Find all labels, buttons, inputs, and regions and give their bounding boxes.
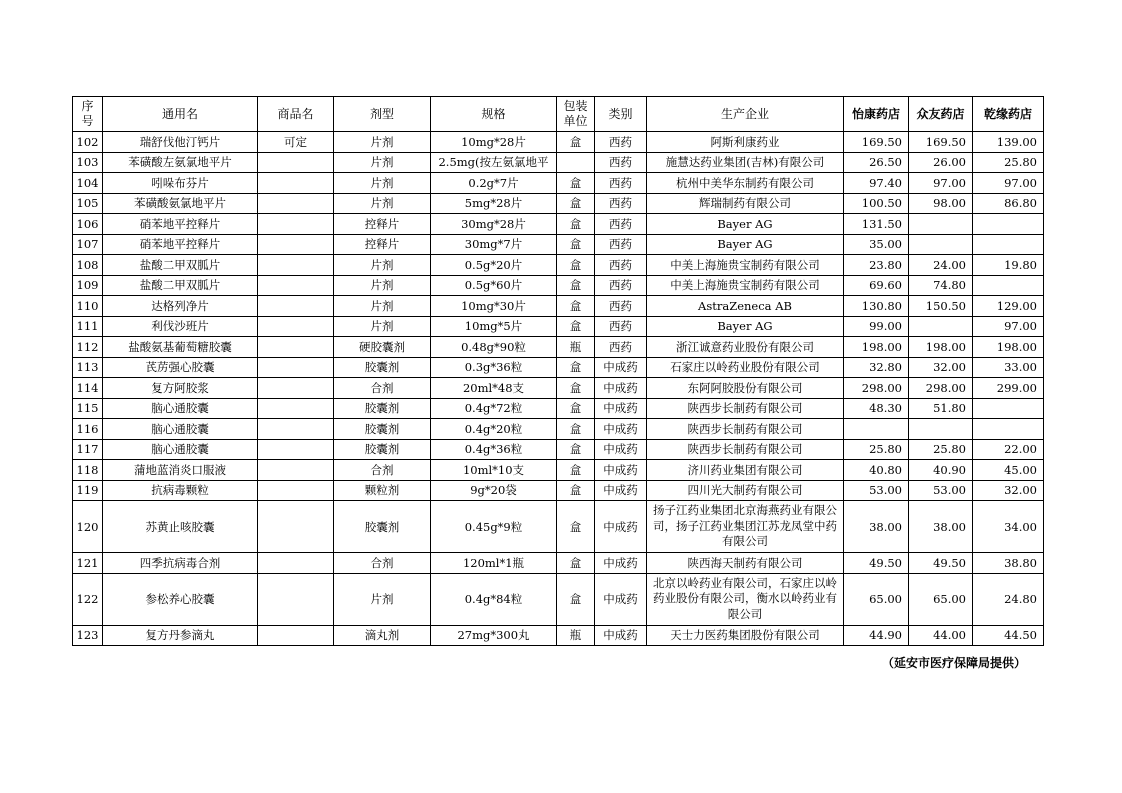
cell-category: 西药 (595, 214, 647, 235)
cell-category: 中成药 (595, 460, 647, 481)
cell-category: 西药 (595, 193, 647, 214)
cell-price-qianyuan (973, 398, 1044, 419)
cell-price-qianyuan: 198.00 (973, 337, 1044, 358)
cell-seq: 116 (73, 419, 103, 440)
cell-spec: 5mg*28片 (431, 193, 557, 214)
cell-dosage-form: 胶囊剂 (334, 398, 431, 419)
cell-seq: 112 (73, 337, 103, 358)
cell-price-yikang: 38.00 (844, 501, 909, 553)
cell-trade-name (258, 152, 334, 173)
cell-dosage-form: 片剂 (334, 316, 431, 337)
table-row (73, 173, 1044, 194)
cell-price-yikang: 48.30 (844, 398, 909, 419)
cell-generic-name: 吲哚布芬片 (103, 173, 258, 194)
cell-price-zhongyou: 98.00 (909, 193, 973, 214)
cell-category: 西药 (595, 234, 647, 255)
cell-dosage-form: 片剂 (334, 173, 431, 194)
cell-price-qianyuan (973, 419, 1044, 440)
cell-manufacturer: 陕西步长制药有限公司 (647, 439, 844, 460)
cell-price-qianyuan: 129.00 (973, 296, 1044, 317)
header-category: 类别 (595, 97, 647, 132)
cell-seq: 103 (73, 152, 103, 173)
cell-manufacturer: 陕西海天制药有限公司 (647, 553, 844, 574)
table-row (73, 132, 1044, 153)
cell-price-yikang: 65.00 (844, 573, 909, 625)
cell-price-zhongyou: 150.50 (909, 296, 973, 317)
cell-trade-name (258, 255, 334, 276)
cell-generic-name: 盐酸二甲双胍片 (103, 255, 258, 276)
cell-seq: 118 (73, 460, 103, 481)
cell-seq: 119 (73, 480, 103, 501)
cell-manufacturer: 四川光大制药有限公司 (647, 480, 844, 501)
cell-package-unit: 盒 (557, 275, 595, 296)
cell-price-yikang: 198.00 (844, 337, 909, 358)
cell-price-qianyuan (973, 275, 1044, 296)
table-row (73, 234, 1044, 255)
header-generic-name: 通用名 (103, 97, 258, 132)
cell-package-unit: 盒 (557, 132, 595, 153)
cell-price-qianyuan: 34.00 (973, 501, 1044, 553)
cell-spec: 10ml*10支 (431, 460, 557, 481)
cell-spec: 20ml*48支 (431, 378, 557, 399)
cell-price-yikang: 35.00 (844, 234, 909, 255)
cell-seq: 109 (73, 275, 103, 296)
header-store-qianyuan: 乾缘药店 (973, 97, 1044, 132)
cell-generic-name: 苯磺酸氨氯地平片 (103, 193, 258, 214)
header-row (73, 97, 1044, 132)
cell-manufacturer: 扬子江药业集团北京海燕药业有限公司，扬子江药业集团江苏龙凤堂中药有限公司 (647, 501, 844, 553)
cell-category: 西药 (595, 152, 647, 173)
cell-trade-name (258, 378, 334, 399)
cell-package-unit: 盒 (557, 439, 595, 460)
cell-generic-name: 脑心通胶囊 (103, 419, 258, 440)
cell-price-yikang: 99.00 (844, 316, 909, 337)
header-trade-name: 商品名 (258, 97, 334, 132)
cell-spec: 9g*20袋 (431, 480, 557, 501)
cell-price-qianyuan: 299.00 (973, 378, 1044, 399)
table-row (73, 625, 1044, 646)
cell-price-yikang: 298.00 (844, 378, 909, 399)
cell-dosage-form: 片剂 (334, 255, 431, 276)
cell-price-yikang: 131.50 (844, 214, 909, 235)
cell-category: 西药 (595, 255, 647, 276)
cell-price-qianyuan: 24.80 (973, 573, 1044, 625)
cell-price-qianyuan: 22.00 (973, 439, 1044, 460)
cell-price-yikang: 130.80 (844, 296, 909, 317)
cell-category: 中成药 (595, 439, 647, 460)
cell-package-unit: 盒 (557, 193, 595, 214)
cell-price-zhongyou: 49.50 (909, 553, 973, 574)
table-row (73, 439, 1044, 460)
cell-dosage-form: 胶囊剂 (334, 439, 431, 460)
cell-category: 中成药 (595, 398, 647, 419)
cell-dosage-form: 胶囊剂 (334, 357, 431, 378)
cell-manufacturer: 中美上海施贵宝制药有限公司 (647, 255, 844, 276)
cell-trade-name (258, 625, 334, 646)
cell-price-yikang: 100.50 (844, 193, 909, 214)
cell-spec: 2.5mg(按左氨氯地平 (431, 152, 557, 173)
cell-package-unit: 盒 (557, 553, 595, 574)
cell-spec: 0.5g*20片 (431, 255, 557, 276)
header-package-unit: 包装 单位 (557, 97, 595, 132)
cell-manufacturer: 施慧达药业集团(吉林)有限公司 (647, 152, 844, 173)
header-store-yikang: 怡康药店 (844, 97, 909, 132)
cell-price-qianyuan: 32.00 (973, 480, 1044, 501)
cell-price-zhongyou (909, 316, 973, 337)
cell-trade-name (258, 419, 334, 440)
cell-price-qianyuan (973, 234, 1044, 255)
table-row (73, 460, 1044, 481)
cell-manufacturer: 济川药业集团有限公司 (647, 460, 844, 481)
cell-spec: 0.48g*90粒 (431, 337, 557, 358)
cell-seq: 120 (73, 501, 103, 553)
cell-price-zhongyou: 51.80 (909, 398, 973, 419)
cell-price-yikang: 23.80 (844, 255, 909, 276)
header-dosage-form: 剂型 (334, 97, 431, 132)
cell-price-zhongyou (909, 419, 973, 440)
cell-price-yikang: 97.40 (844, 173, 909, 194)
cell-manufacturer: 阿斯利康药业 (647, 132, 844, 153)
cell-price-yikang: 44.90 (844, 625, 909, 646)
cell-seq: 121 (73, 553, 103, 574)
cell-price-zhongyou: 32.00 (909, 357, 973, 378)
cell-price-yikang (844, 419, 909, 440)
cell-category: 西药 (595, 132, 647, 153)
cell-seq: 115 (73, 398, 103, 419)
cell-price-qianyuan: 44.50 (973, 625, 1044, 646)
cell-price-yikang: 169.50 (844, 132, 909, 153)
cell-dosage-form: 硬胶囊剂 (334, 337, 431, 358)
cell-spec: 0.5g*60片 (431, 275, 557, 296)
cell-manufacturer: 浙江诚意药业股份有限公司 (647, 337, 844, 358)
cell-category: 中成药 (595, 378, 647, 399)
table-row (73, 419, 1044, 440)
cell-trade-name (258, 460, 334, 481)
table-row (73, 480, 1044, 501)
cell-generic-name: 复方阿胶浆 (103, 378, 258, 399)
cell-manufacturer: Bayer AG (647, 214, 844, 235)
cell-price-zhongyou: 40.90 (909, 460, 973, 481)
cell-price-qianyuan: 33.00 (973, 357, 1044, 378)
cell-seq: 111 (73, 316, 103, 337)
cell-spec: 0.4g*36粒 (431, 439, 557, 460)
cell-dosage-form: 片剂 (334, 152, 431, 173)
cell-price-zhongyou: 53.00 (909, 480, 973, 501)
cell-seq: 117 (73, 439, 103, 460)
cell-price-yikang: 49.50 (844, 553, 909, 574)
cell-price-zhongyou: 74.80 (909, 275, 973, 296)
cell-manufacturer: 东阿阿胶股份有限公司 (647, 378, 844, 399)
cell-package-unit: 盒 (557, 234, 595, 255)
cell-category: 西药 (595, 275, 647, 296)
cell-package-unit: 盒 (557, 419, 595, 440)
cell-price-yikang: 40.80 (844, 460, 909, 481)
table-row (73, 337, 1044, 358)
cell-dosage-form: 控释片 (334, 234, 431, 255)
cell-manufacturer: 陕西步长制药有限公司 (647, 398, 844, 419)
cell-generic-name: 苏黄止咳胶囊 (103, 501, 258, 553)
cell-price-zhongyou: 65.00 (909, 573, 973, 625)
cell-dosage-form: 合剂 (334, 553, 431, 574)
cell-price-qianyuan (973, 214, 1044, 235)
cell-category: 中成药 (595, 625, 647, 646)
cell-generic-name: 苯磺酸左氨氯地平片 (103, 152, 258, 173)
cell-generic-name: 抗病毒颗粒 (103, 480, 258, 501)
cell-trade-name (258, 553, 334, 574)
cell-price-qianyuan: 19.80 (973, 255, 1044, 276)
cell-generic-name: 脑心通胶囊 (103, 439, 258, 460)
cell-generic-name: 参松养心胶囊 (103, 573, 258, 625)
cell-package-unit: 瓶 (557, 625, 595, 646)
cell-spec: 30mg*28片 (431, 214, 557, 235)
cell-package-unit: 盒 (557, 214, 595, 235)
cell-spec: 30mg*7片 (431, 234, 557, 255)
cell-seq: 113 (73, 357, 103, 378)
table-row (73, 553, 1044, 574)
cell-price-yikang: 32.80 (844, 357, 909, 378)
cell-manufacturer: 石家庄以岭药业股份有限公司 (647, 357, 844, 378)
cell-dosage-form: 胶囊剂 (334, 501, 431, 553)
cell-dosage-form: 片剂 (334, 573, 431, 625)
cell-manufacturer: AstraZeneca AB (647, 296, 844, 317)
cell-price-zhongyou: 97.00 (909, 173, 973, 194)
cell-price-zhongyou: 26.00 (909, 152, 973, 173)
cell-dosage-form: 合剂 (334, 460, 431, 481)
cell-price-zhongyou: 198.00 (909, 337, 973, 358)
cell-seq: 107 (73, 234, 103, 255)
cell-package-unit: 盒 (557, 296, 595, 317)
cell-dosage-form: 胶囊剂 (334, 419, 431, 440)
cell-spec: 0.2g*7片 (431, 173, 557, 194)
cell-price-yikang: 53.00 (844, 480, 909, 501)
cell-price-qianyuan: 86.80 (973, 193, 1044, 214)
table-row (73, 378, 1044, 399)
cell-dosage-form: 颗粒剂 (334, 480, 431, 501)
drug-price-table (72, 96, 1044, 646)
cell-category: 中成药 (595, 501, 647, 553)
header-seq: 序 号 (73, 97, 103, 132)
table-row (73, 255, 1044, 276)
cell-category: 西药 (595, 173, 647, 194)
cell-trade-name (258, 573, 334, 625)
cell-dosage-form: 片剂 (334, 132, 431, 153)
cell-package-unit: 盒 (557, 573, 595, 625)
cell-price-yikang: 25.80 (844, 439, 909, 460)
cell-price-zhongyou: 298.00 (909, 378, 973, 399)
cell-package-unit: 盒 (557, 501, 595, 553)
cell-package-unit: 盒 (557, 357, 595, 378)
cell-price-zhongyou: 44.00 (909, 625, 973, 646)
cell-trade-name (258, 275, 334, 296)
cell-seq: 104 (73, 173, 103, 194)
cell-package-unit: 盒 (557, 460, 595, 481)
cell-seq: 102 (73, 132, 103, 153)
table-row (73, 501, 1044, 553)
cell-trade-name (258, 357, 334, 378)
cell-package-unit: 盒 (557, 173, 595, 194)
cell-generic-name: 复方丹参滴丸 (103, 625, 258, 646)
cell-generic-name: 瑞舒伐他汀钙片 (103, 132, 258, 153)
cell-package-unit (557, 152, 595, 173)
cell-category: 中成药 (595, 419, 647, 440)
cell-trade-name (258, 193, 334, 214)
cell-seq: 123 (73, 625, 103, 646)
cell-spec: 10mg*5片 (431, 316, 557, 337)
cell-dosage-form: 滴丸剂 (334, 625, 431, 646)
cell-dosage-form: 合剂 (334, 378, 431, 399)
table-row (73, 573, 1044, 625)
table-body (73, 132, 1044, 646)
cell-price-qianyuan: 45.00 (973, 460, 1044, 481)
header-store-zhongyou: 众友药店 (909, 97, 973, 132)
cell-category: 中成药 (595, 573, 647, 625)
header-manufacturer: 生产企业 (647, 97, 844, 132)
cell-price-zhongyou: 38.00 (909, 501, 973, 553)
cell-dosage-form: 片剂 (334, 193, 431, 214)
cell-trade-name (258, 439, 334, 460)
cell-spec: 0.4g*72粒 (431, 398, 557, 419)
cell-trade-name (258, 480, 334, 501)
cell-dosage-form: 片剂 (334, 275, 431, 296)
cell-trade-name (258, 234, 334, 255)
cell-trade-name (258, 316, 334, 337)
cell-package-unit: 瓶 (557, 337, 595, 358)
table-row (73, 275, 1044, 296)
cell-seq: 108 (73, 255, 103, 276)
cell-price-zhongyou (909, 234, 973, 255)
table-row (73, 316, 1044, 337)
table-row (73, 357, 1044, 378)
table-row (73, 296, 1044, 317)
cell-price-zhongyou (909, 214, 973, 235)
cell-generic-name: 盐酸二甲双胍片 (103, 275, 258, 296)
cell-generic-name: 硝苯地平控释片 (103, 234, 258, 255)
cell-manufacturer: Bayer AG (647, 234, 844, 255)
cell-category: 中成药 (595, 480, 647, 501)
cell-trade-name (258, 398, 334, 419)
cell-trade-name (258, 214, 334, 235)
table-row (73, 152, 1044, 173)
cell-price-qianyuan: 139.00 (973, 132, 1044, 153)
cell-seq: 110 (73, 296, 103, 317)
cell-category: 西药 (595, 337, 647, 358)
cell-price-qianyuan: 25.80 (973, 152, 1044, 173)
cell-trade-name (258, 173, 334, 194)
cell-generic-name: 蒲地蓝消炎口服液 (103, 460, 258, 481)
cell-manufacturer: 杭州中美华东制药有限公司 (647, 173, 844, 194)
cell-dosage-form: 控释片 (334, 214, 431, 235)
cell-manufacturer: 陕西步长制药有限公司 (647, 419, 844, 440)
cell-price-qianyuan: 38.80 (973, 553, 1044, 574)
source-note: （延安市医疗保障局提供） (881, 656, 1026, 670)
cell-package-unit: 盒 (557, 398, 595, 419)
cell-seq: 105 (73, 193, 103, 214)
cell-category: 西药 (595, 296, 647, 317)
cell-generic-name: 利伐沙班片 (103, 316, 258, 337)
cell-spec: 10mg*28片 (431, 132, 557, 153)
table-row (73, 214, 1044, 235)
cell-trade-name (258, 296, 334, 317)
cell-spec: 27mg*300丸 (431, 625, 557, 646)
cell-generic-name: 硝苯地平控释片 (103, 214, 258, 235)
cell-spec: 120ml*1瓶 (431, 553, 557, 574)
cell-dosage-form: 片剂 (334, 296, 431, 317)
cell-category: 中成药 (595, 357, 647, 378)
cell-spec: 10mg*30片 (431, 296, 557, 317)
cell-manufacturer: 辉瑞制药有限公司 (647, 193, 844, 214)
cell-spec: 0.45g*9粒 (431, 501, 557, 553)
header-spec: 规格 (431, 97, 557, 132)
cell-seq: 122 (73, 573, 103, 625)
cell-price-qianyuan: 97.00 (973, 173, 1044, 194)
cell-manufacturer: 中美上海施贵宝制药有限公司 (647, 275, 844, 296)
cell-price-yikang: 69.60 (844, 275, 909, 296)
cell-price-qianyuan: 97.00 (973, 316, 1044, 337)
cell-price-zhongyou: 169.50 (909, 132, 973, 153)
cell-category: 西药 (595, 316, 647, 337)
cell-manufacturer: 天士力医药集团股份有限公司 (647, 625, 844, 646)
cell-manufacturer: Bayer AG (647, 316, 844, 337)
cell-price-zhongyou: 25.80 (909, 439, 973, 460)
cell-seq: 114 (73, 378, 103, 399)
cell-manufacturer: 北京以岭药业有限公司，石家庄以岭药业股份有限公司，衡水以岭药业有限公司 (647, 573, 844, 625)
cell-seq: 106 (73, 214, 103, 235)
cell-spec: 0.4g*20粒 (431, 419, 557, 440)
cell-package-unit: 盒 (557, 255, 595, 276)
cell-generic-name: 芪苈强心胶囊 (103, 357, 258, 378)
cell-price-yikang: 26.50 (844, 152, 909, 173)
cell-category: 中成药 (595, 553, 647, 574)
cell-package-unit: 盒 (557, 480, 595, 501)
cell-package-unit: 盒 (557, 316, 595, 337)
cell-generic-name: 达格列净片 (103, 296, 258, 317)
table-row (73, 193, 1044, 214)
cell-generic-name: 四季抗病毒合剂 (103, 553, 258, 574)
cell-trade-name (258, 337, 334, 358)
cell-generic-name: 盐酸氨基葡萄糖胶囊 (103, 337, 258, 358)
cell-generic-name: 脑心通胶囊 (103, 398, 258, 419)
cell-trade-name: 可定 (258, 132, 334, 153)
cell-trade-name (258, 501, 334, 553)
cell-spec: 0.3g*36粒 (431, 357, 557, 378)
cell-spec: 0.4g*84粒 (431, 573, 557, 625)
cell-price-zhongyou: 24.00 (909, 255, 973, 276)
table-row (73, 398, 1044, 419)
cell-package-unit: 盒 (557, 378, 595, 399)
